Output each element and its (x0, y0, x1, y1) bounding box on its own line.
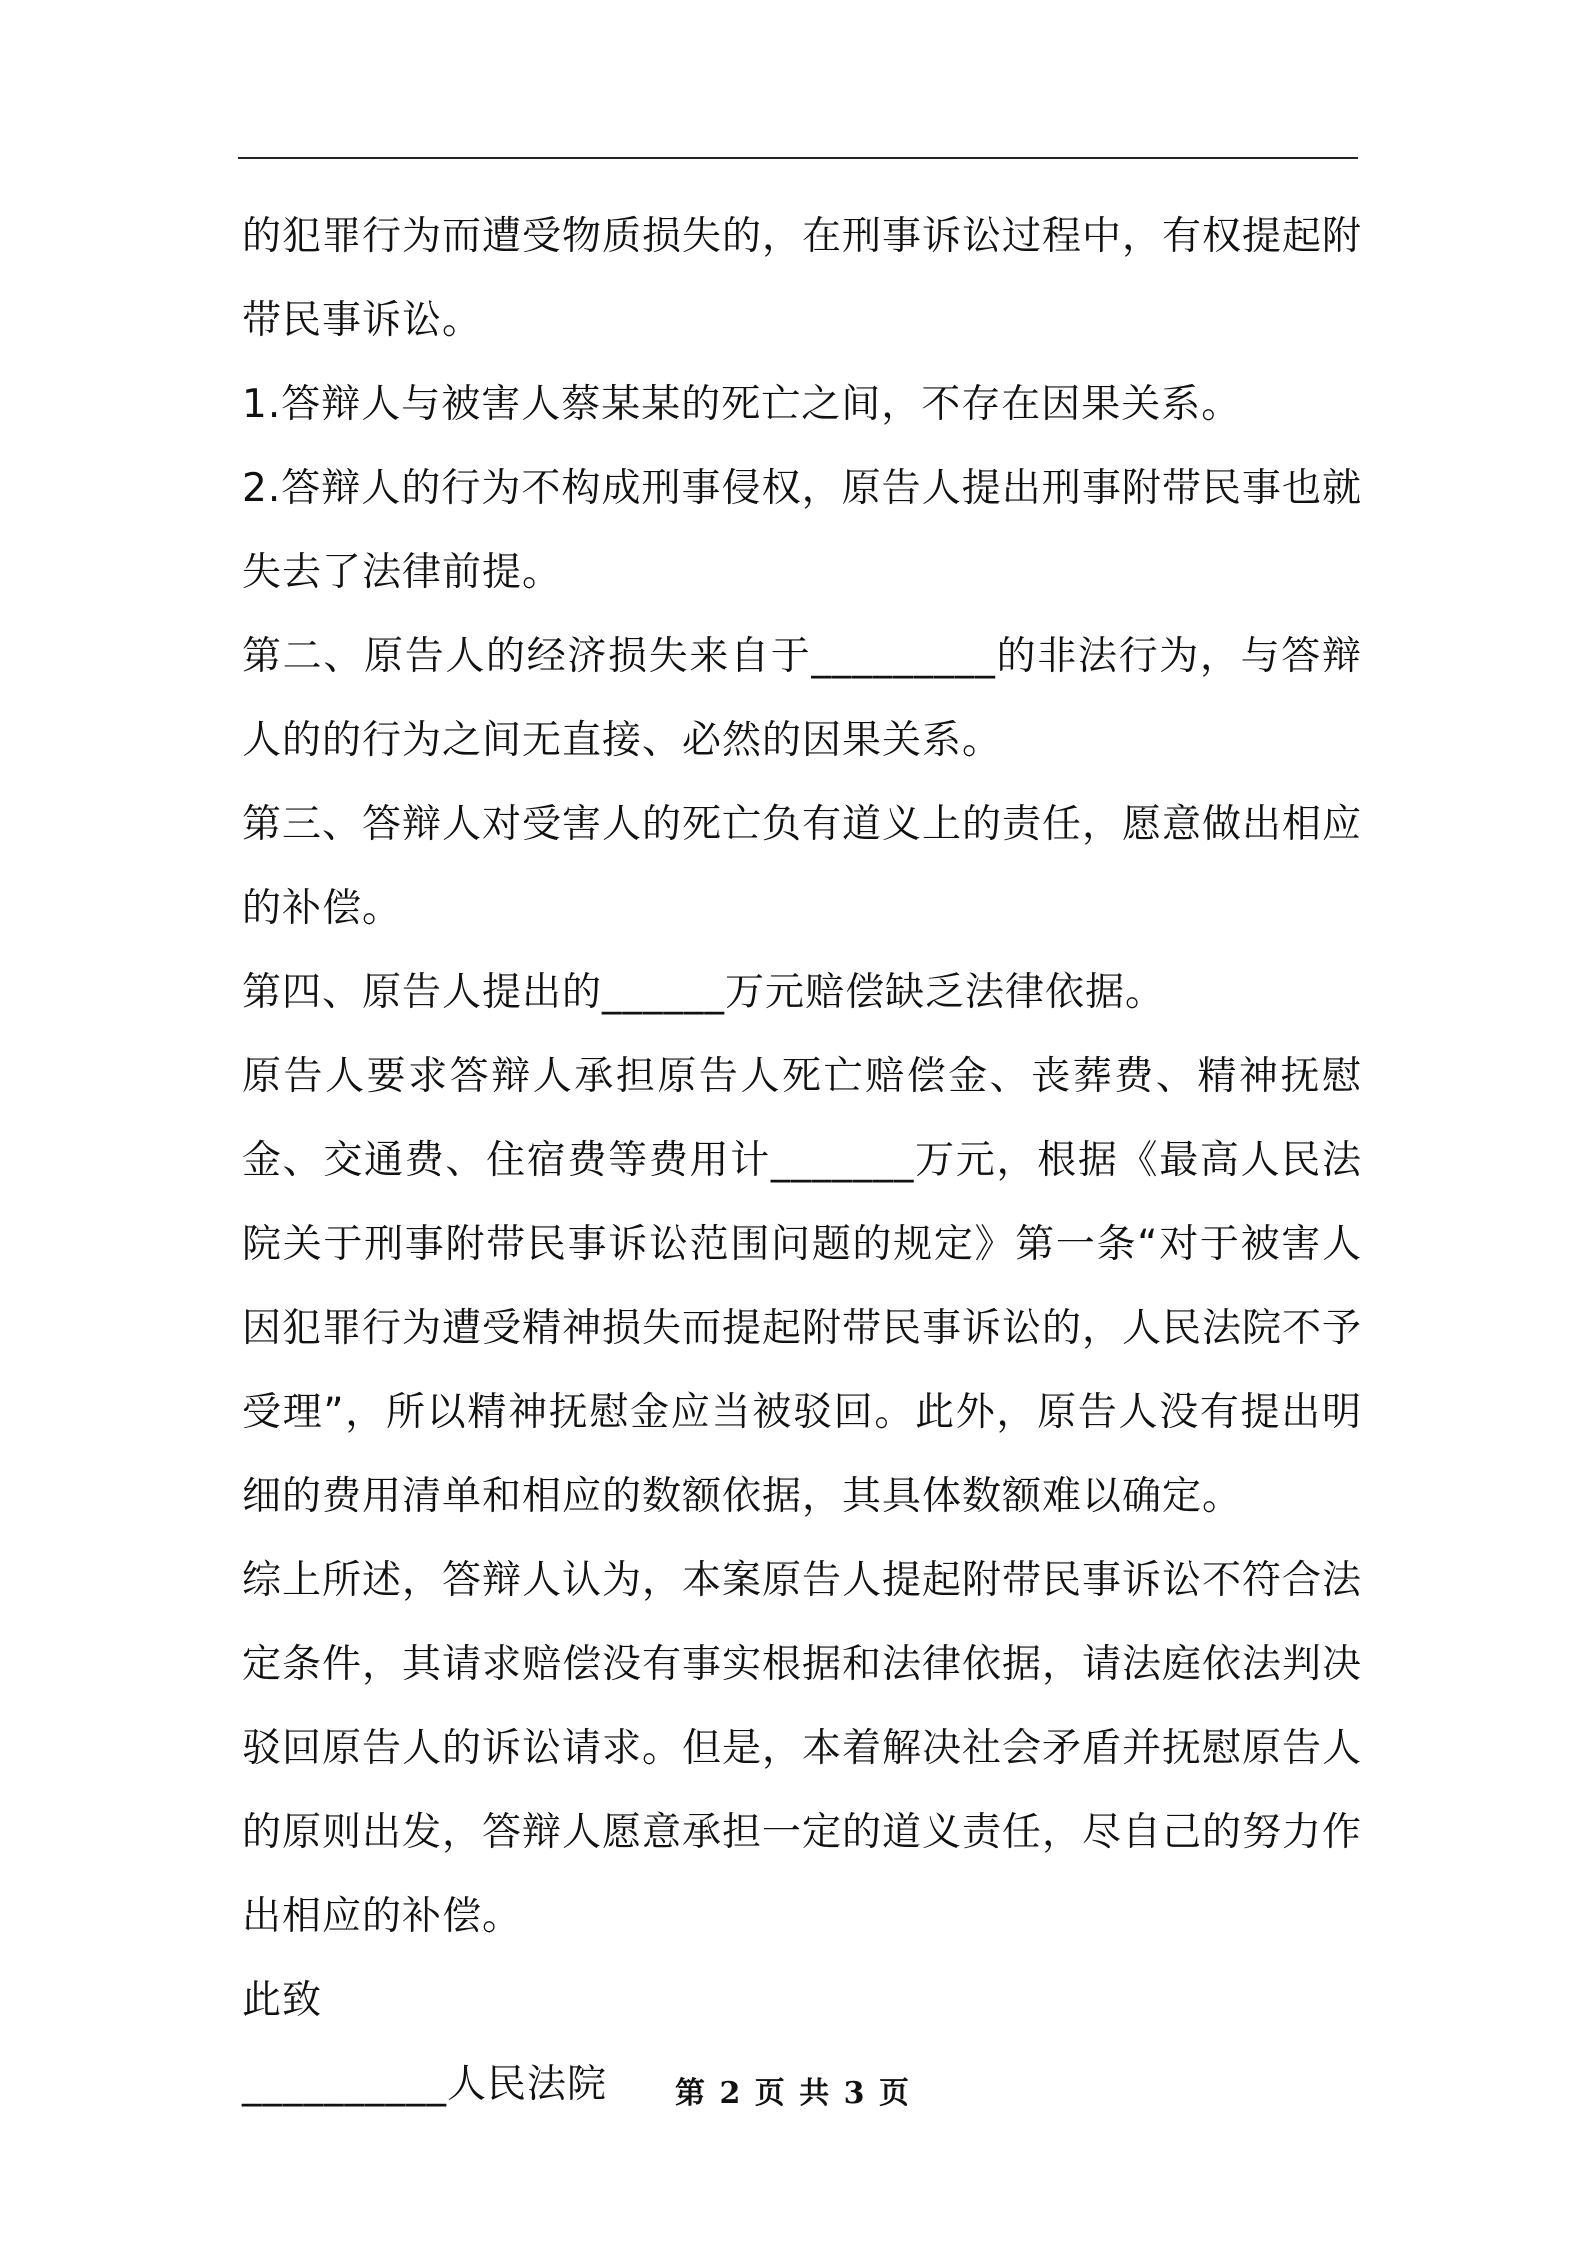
document-body (242, 195, 1362, 2127)
paragraph-intro-continuation: 的犯罪行为而遭受物质损失的，在刑事诉讼过程中，有权提起附带民事诉讼。 (242, 214, 1363, 343)
paragraph-conclusion: 综上所述，答辩人认为，本案原告人提起附带民事诉讼不符合法定条件，其请求赔偿没有事实根据和法律依据，请法庭依法判决驳回原告人的诉讼请求。但是，本着解决社会矛盾并抚慰原告人的原则出发，答辩人愿意承担一定的道义责任，尽自己的努力作出相应的补偿。 (242, 1558, 1363, 1939)
page-number-footer: 第 2 页 共 3 页 (675, 2076, 911, 2111)
closing-salutation: 此致 (242, 1978, 323, 2023)
paragraph-claims: 原告人要求答辩人承担原告人死亡赔偿金、丧葬费、精神抚慰金、交通费、住宿费等费用计_______万元，根据《最高人民法院关于刑事附带民事诉讼范围问题的规定》第一条“对于被害人因犯罪行为遭受精神损失而提起附带民事诉讼的，人民法院不予受理”，所以精神抚慰金应当被驳回。此外，原告人没有提出明细的费用清单和相应的数额依据，其具体数额难以确定。 (242, 1054, 1363, 1519)
header-divider (238, 157, 1358, 159)
paragraph-point-1: 1.答辩人与被害人蔡某某的死亡之间，不存在因果关系。 (242, 382, 1242, 427)
paragraph-fourth: 第四、原告人提出的______万元赔偿缺乏法律依据。 (242, 970, 1166, 1015)
paragraph-point-2: 2.答辩人的行为不构成刑事侵权，原告人提出刑事附带民事也就失去了法律前提。 (242, 466, 1362, 595)
addressee-court: __________人民法院 (242, 2062, 608, 2107)
paragraph-second: 第二、原告人的经济损失来自于_________的非法行为，与答辩人的的行为之间无直接、必然的因果关系。 (242, 634, 1362, 763)
paragraph-third: 第三、答辩人对受害人的死亡负有道义上的责任，愿意做出相应的补偿。 (242, 802, 1363, 931)
